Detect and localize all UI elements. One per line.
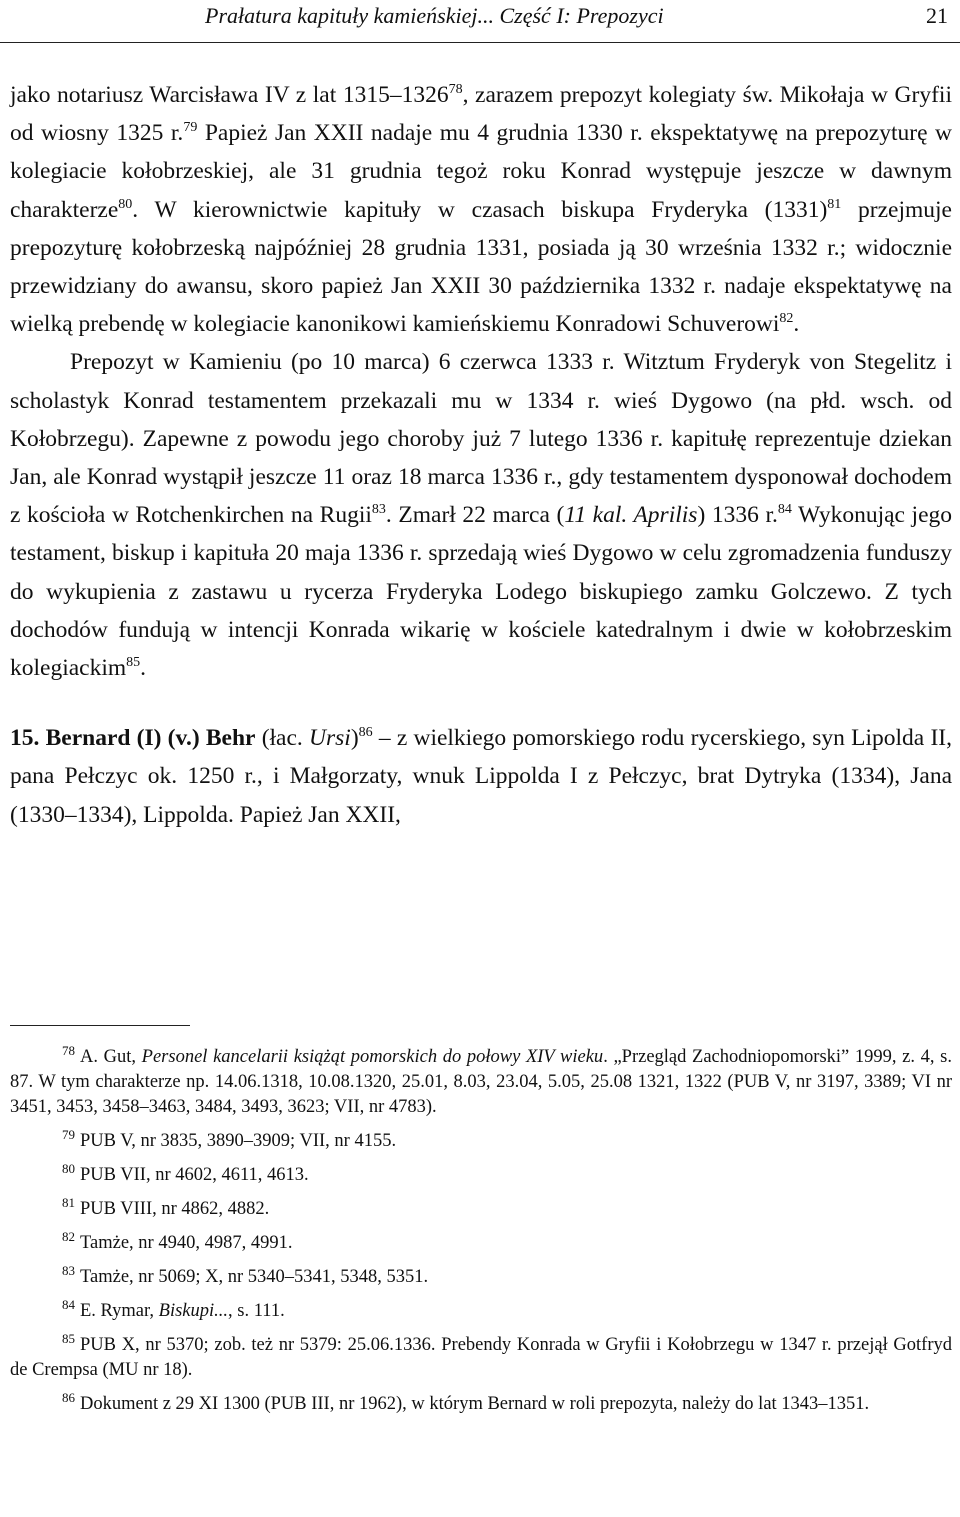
footnote-86: $^{86}$ Dokument z 29 XI 1300 (PUB III, nr 1962), w którym Bernard w roli prepozyta, należy do lat 1343–1351. xyxy=(62,1389,870,1414)
main-text xyxy=(10,76,952,834)
footnote-84: $^{84}$ E. Rymar, Biskupi..., s. 111. xyxy=(62,1296,285,1321)
footnote-ref-79[interactable]: 79 xyxy=(183,120,198,136)
footnote-81: $^{81}$ PUB VIII, nr 4862, 4882. xyxy=(62,1194,270,1219)
footnote-85: $^{85}$ PUB X, nr 5370; zob. też nr 5379: 25.06.1336. Prebendy Konrada w Gryfii i Kołobrzegu w 1347 r. przejął Gotfryd de Crempsa (MU nr 18). xyxy=(10,1330,952,1380)
footnote-ref-80[interactable]: 80 xyxy=(118,196,133,212)
footnote-82: $^{82}$ Tamże, nr 4940, 4987, 4991. xyxy=(62,1228,293,1253)
paragraph-1: jako notariusz Warcisława IV z lat 1315–1326$^{78}$, zarazem prepozyt kolegiaty św. Mikołaja w Gryfii od wiosny 1325 r.$^{79}$ Papież Jan XXII nadaje mu 4 grudnia 1330 r. ekspektatywę na prepozyturę w kolegiacie kołobrzeskiej, ale 31 grudnia tegoż roku Konrad występuje jeszcze w dawnym charakterze$^{80}$. W kierownictwie kapituły w czasach biskupa Fryderyka $(1331)^{81}$ przejmuje prepozyturę kołobrzeską najpóźniej 28 grudnia 1331, posiada ją 30 września 1332 r.; widocznie przewidziany do awansu, skoro papież Jan XXII 30 października 1332 r. nadaje ekspektatywę na wielką prebendę w kolegiacie kanonikowi kamieńskiemu Konradowi Schuverowi$^{82}$. xyxy=(10,82,952,338)
footnote-ref-85[interactable]: 85 xyxy=(126,655,141,671)
footnote-ref-78[interactable]: 78 xyxy=(448,82,463,98)
page-number: 21 xyxy=(926,3,948,28)
footnote-78: $^{78}$ A. Gut, Personel kancelarii książąt pomorskich do połowy XIV wieku. „Przegląd Zachodniopomorski” 1999, z. 4, s. 87. W tym charakterze np. 14.06.1318, 10.08.1320, 25.01, 8.03, 23.04, 5.05, 25.08 1321, 1322 (PUB V, nr 3197, 3389; VI nr 3451, 3453, 3458–3463, 3484, 3493, 3623; VII, nr 4783). xyxy=(10,1042,952,1117)
footnote-ref-82[interactable]: 82 xyxy=(779,311,794,327)
footnote-80: $^{80}$ PUB VII, nr 4602, 4611, 4613. xyxy=(62,1160,309,1185)
footnote-separator xyxy=(10,1025,190,1026)
footnote-ref-86[interactable]: 86 xyxy=(358,725,373,741)
running-title: Prałatura kapituły kamieńskiej... Część I: Prepozyci xyxy=(205,3,664,28)
footnotes xyxy=(10,1042,952,1426)
footnote-ref-84[interactable]: 84 xyxy=(777,502,792,518)
paragraph-entry-15: 15. Bernard (I) (v.) Behr (łac. Ursi)$^{86}$ – z wielkiego pomorskiego rodu rycerskiego, syn Lipolda II, pana Pełczyc ok. 1250 r., i Małgorzaty, wnuk Lippolda I z Pełczyc, brat Dytryka (1334), Jana (1330–1334), Lippolda. Papież Jan XXII, xyxy=(10,725,952,828)
footnote-ref-81[interactable]: 81 xyxy=(827,196,842,212)
footnote-83: $^{83}$ Tamże, nr 5069; X, nr 5340–5341, 5348, 5351. xyxy=(62,1262,429,1287)
footnote-ref-83[interactable]: 83 xyxy=(371,502,386,518)
entry-heading: 15. Bernard (I) (v.) Behr xyxy=(10,725,256,752)
running-header xyxy=(0,0,960,43)
paragraph-2: Prepozyt w Kamieniu (po 10 marca) 6 czerwca 1333 r. Witztum Fryderyk von Stegelitz i scholastyk Konrad testamentem przekazali mu w 1334 r. wieś Dygowo (na płd. wsch. od Kołobrzegu). Zapewne z powodu jego choroby już 7 lutego 1336 r. kapitułę reprezentuje dziekan Jan, ale Konrad wystąpił jeszcze 11 oraz 18 marca 1336 r., gdy testamentem dysponował dochodem z kościoła w Rotchenkirchen na Rugii$^{83}$. Zmarł 22 marca (11 kal. Aprilis) 1336 r.$^{84}$ Wykonując jego testament, biskup i kapituła 20 maja 1336 r. sprzedają wieś Dygowo w celu zgromadzenia funduszy do wykupienia z zastawu u rycerza Fryderyka Lodego biskupiego zamku Golczewo. Z tych dochodów fundują w intencji Konrada wikarię w kościele katedralnym i dwie w kołobrzeskim kolegiackim$^{85}$. xyxy=(10,349,953,682)
footnote-79: $^{79}$ PUB V, nr 3835, 3890–3909; VII, nr 4155. xyxy=(62,1126,397,1151)
